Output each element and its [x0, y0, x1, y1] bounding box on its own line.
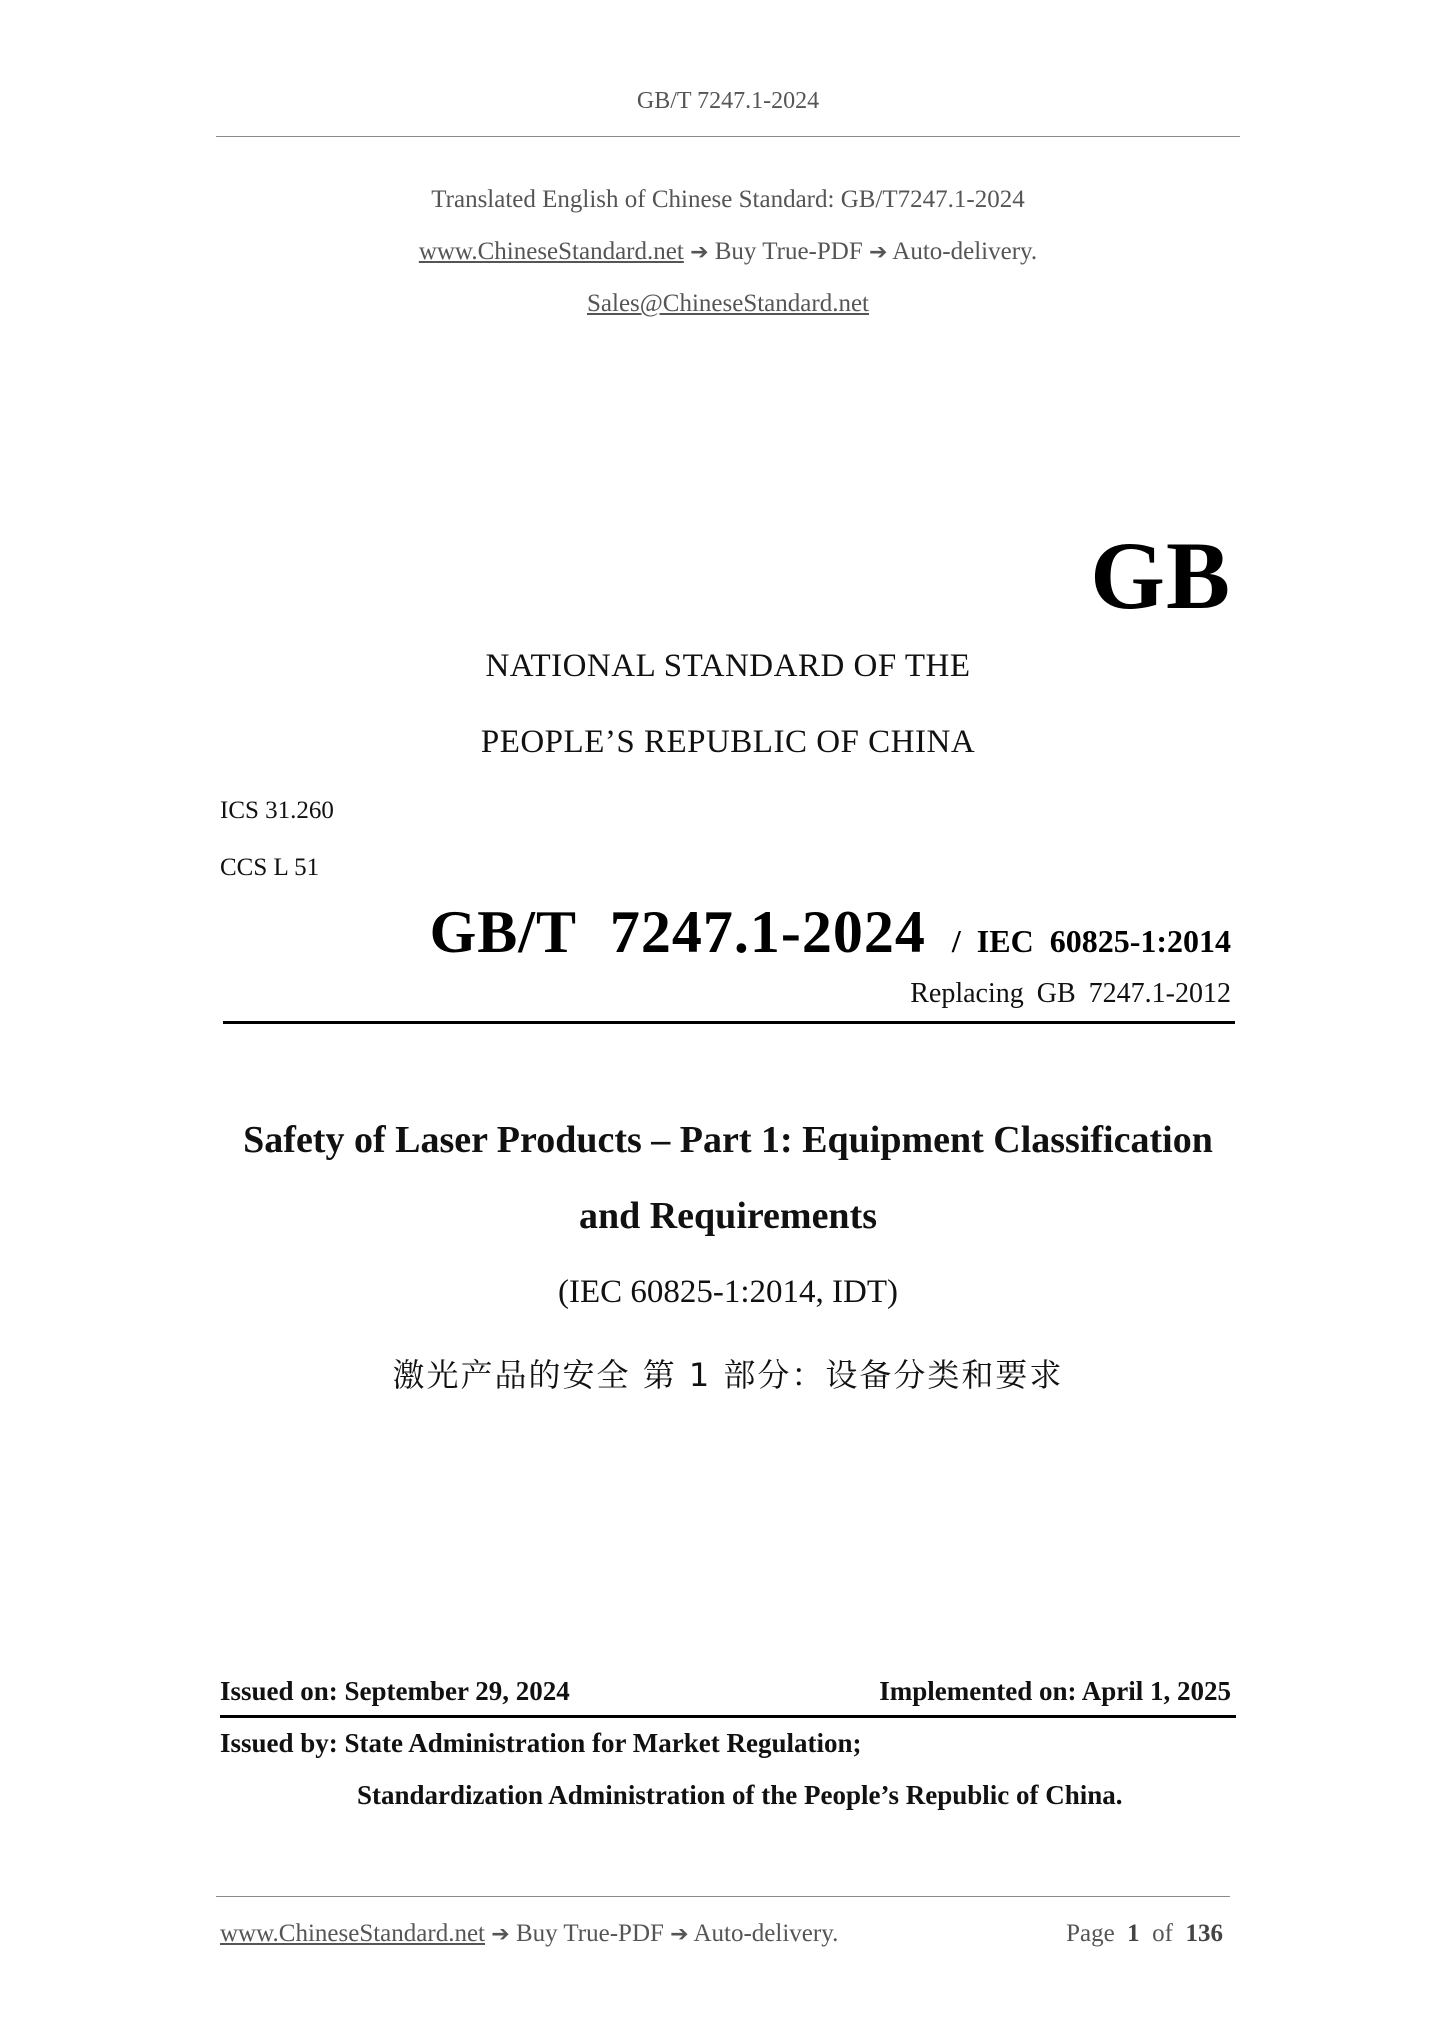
page-number: 1: [1127, 1920, 1140, 1947]
chinese-title: 激光产品的安全 第 1 部分：设备分类和要求: [392, 1356, 1064, 1394]
ccs-code: CCS L 51: [220, 854, 320, 881]
page-label: Page: [1066, 1920, 1115, 1947]
arrow-right-icon: ➔: [868, 240, 888, 265]
purchase-notice: [216, 238, 1240, 266]
replacing-standard: Replacing GB 7247.1-2012: [910, 978, 1231, 1009]
footer-purchase-notice: [220, 1920, 838, 1948]
document-title-line-2: and Requirements: [578, 1195, 878, 1237]
footer-site-link[interactable]: www.ChineseStandard.net: [220, 1920, 485, 1947]
title-divider: [223, 1021, 1235, 1024]
auto-delivery-text: Auto-delivery.: [892, 238, 1038, 265]
buy-true-pdf-text: Buy True-PDF: [714, 238, 863, 265]
arrow-right-icon: ➔: [670, 1922, 689, 1947]
sales-contact: [216, 290, 1240, 318]
standard-number-row: [430, 898, 1231, 967]
site-link[interactable]: www.ChineseStandard.net: [418, 238, 684, 265]
running-header: GB/T 7247.1-2024: [636, 88, 820, 114]
issued-by-line-1: Issued by: State Administration for Market Regulation;: [220, 1728, 862, 1758]
iec-reference: (IEC 60825-1:2014, IDT): [557, 1274, 899, 1310]
footer-auto-delivery-text: Auto-delivery.: [693, 1920, 839, 1947]
footer-divider: [216, 1896, 1230, 1897]
issued-on-date: Issued on: September 29, 2024: [220, 1676, 570, 1706]
page-total: 136: [1185, 1920, 1223, 1947]
arrow-right-icon: ➔: [690, 240, 709, 265]
standard-number: GB/T 7247.1-2024: [429, 899, 926, 965]
iec-equivalent: / IEC 60825-1:2014: [951, 923, 1231, 959]
ics-code: ICS 31.260: [220, 797, 334, 824]
sales-email-link[interactable]: Sales@ChineseStandard.net: [587, 290, 869, 317]
translation-notice: Translated English of Chinese Standard: GB/T7247.1-2024: [431, 186, 1025, 213]
arrow-right-icon: ➔: [491, 1922, 510, 1947]
header-divider: [216, 136, 1240, 137]
document-title-line-1: Safety of Laser Products – Part 1: Equipment Classification: [243, 1119, 1213, 1161]
issued-by-line-2: Standardization Administration of the People’s Republic of China.: [357, 1780, 1123, 1810]
national-standard-line-2: PEOPLE’S REPUBLIC OF CHINA: [480, 724, 976, 760]
gb-logo: GB: [1090, 522, 1231, 629]
dates-divider: [220, 1715, 1236, 1718]
of-label: of: [1152, 1920, 1173, 1947]
page-indicator: [1066, 1920, 1223, 1948]
implemented-on-date: Implemented on: April 1, 2025: [879, 1676, 1231, 1706]
footer-buy-true-pdf-text: Buy True-PDF: [515, 1920, 664, 1947]
national-standard-line-1: NATIONAL STANDARD OF THE: [485, 648, 971, 684]
